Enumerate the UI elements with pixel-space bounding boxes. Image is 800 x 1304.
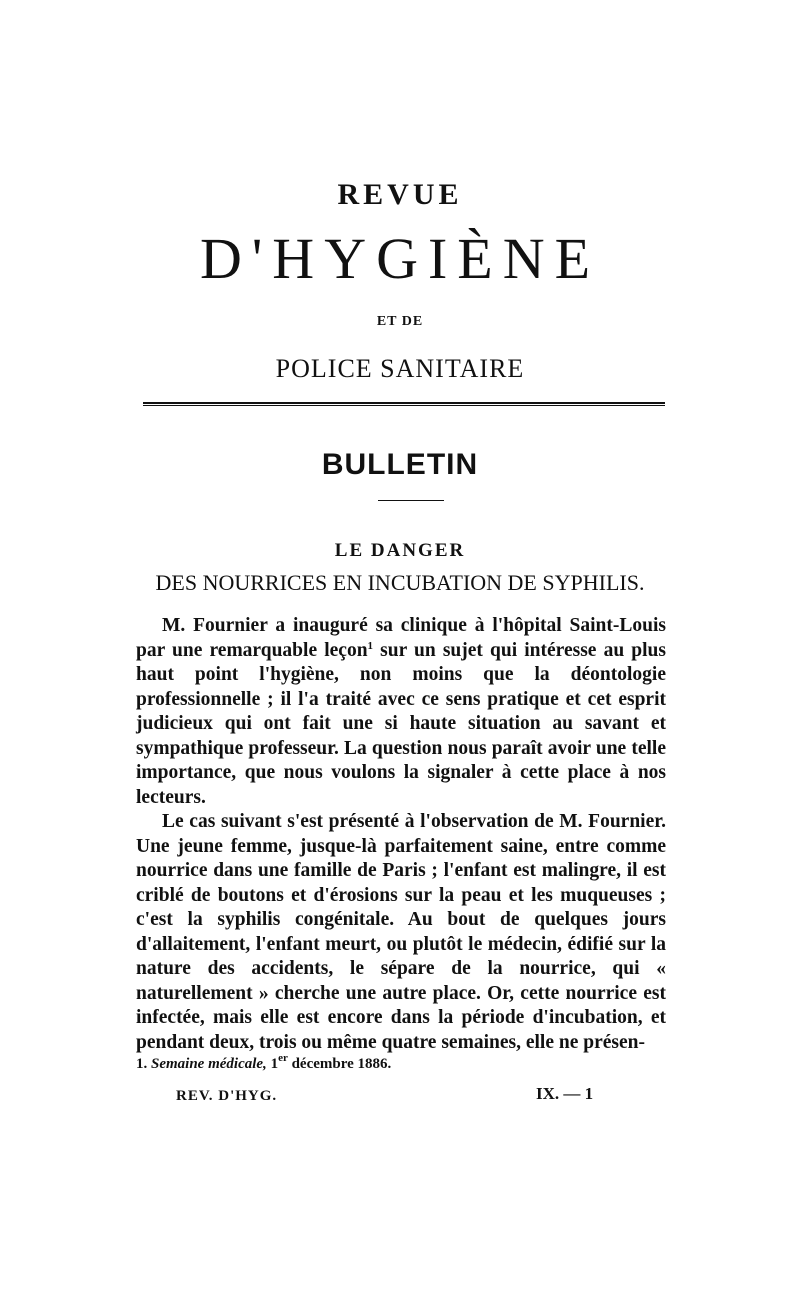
footnote-date-sup: er: [278, 1052, 288, 1064]
paragraph-1-text-a: M. Fournier a inauguré sa clinique à l'hôpital Saint-Louis par une remarquable leçon: [136, 615, 666, 661]
footnote-number: 1.: [136, 1056, 148, 1072]
header-divider-thin: [143, 405, 665, 406]
header-divider: [143, 402, 665, 404]
running-footer-title: REV. D'HYG.: [176, 1088, 278, 1104]
article-body: [136, 614, 666, 1055]
journal-title: D'HYGIÈNE: [199, 226, 601, 291]
journal-conjunction: ET DE: [376, 314, 424, 329]
section-heading: BULLETIN: [321, 448, 479, 481]
journal-subtitle: POLICE SANITAIRE: [275, 354, 525, 383]
footnote: [136, 1052, 392, 1073]
signature-mark: IX. — 1: [536, 1084, 594, 1103]
article-title: DES NOURRICES EN INCUBATION DE SYPHILIS.: [155, 570, 645, 595]
footnote-date-pre: 1: [270, 1056, 279, 1072]
footnote-source: Semaine médicale,: [151, 1056, 267, 1072]
article-kicker: LE DANGER: [334, 540, 466, 561]
footnote-ref: 1: [367, 639, 374, 652]
journal-kicker: REVUE: [337, 178, 463, 211]
footnote-date-post: décembre 1886.: [287, 1056, 392, 1072]
paragraph-1: [136, 614, 666, 810]
paragraph-2: Le cas suivant s'est présenté à l'observation de M. Fournier. Une jeune femme, jusque-là parfaitement saine, entre comme nourrice dans une famille de Paris ; l'enfant est malingre, il est criblé de boutons et d'érosions sur la peau et les muqueuses ; c'est la syphilis congénitale. Au bout de quelques jours d'allaitement, l'enfant meurt, ou plutôt le médecin, édifié sur la nature des accidents, le sépare de la nourrice, qui « naturellement » cherche une autre place. Or, cette nourrice est infectée, mais elle est encore dans la période d'incubation, et pendant deux, trois ou même quatre semaines, elle ne présen-: [136, 811, 666, 1053]
paragraph-1-text-b: sur un sujet qui intéresse au plus haut point l'hygiène, non moins que la déontologie professionnelle ; il l'a traité avec ce sens pratique et cet esprit judicieux qui ont fait une si haute situation au savant et sympathique professeur. La question nous paraît avoir une telle importance, que nous voulons la signaler à cette place à nos lecteurs.: [136, 639, 666, 808]
section-divider: [378, 500, 444, 501]
